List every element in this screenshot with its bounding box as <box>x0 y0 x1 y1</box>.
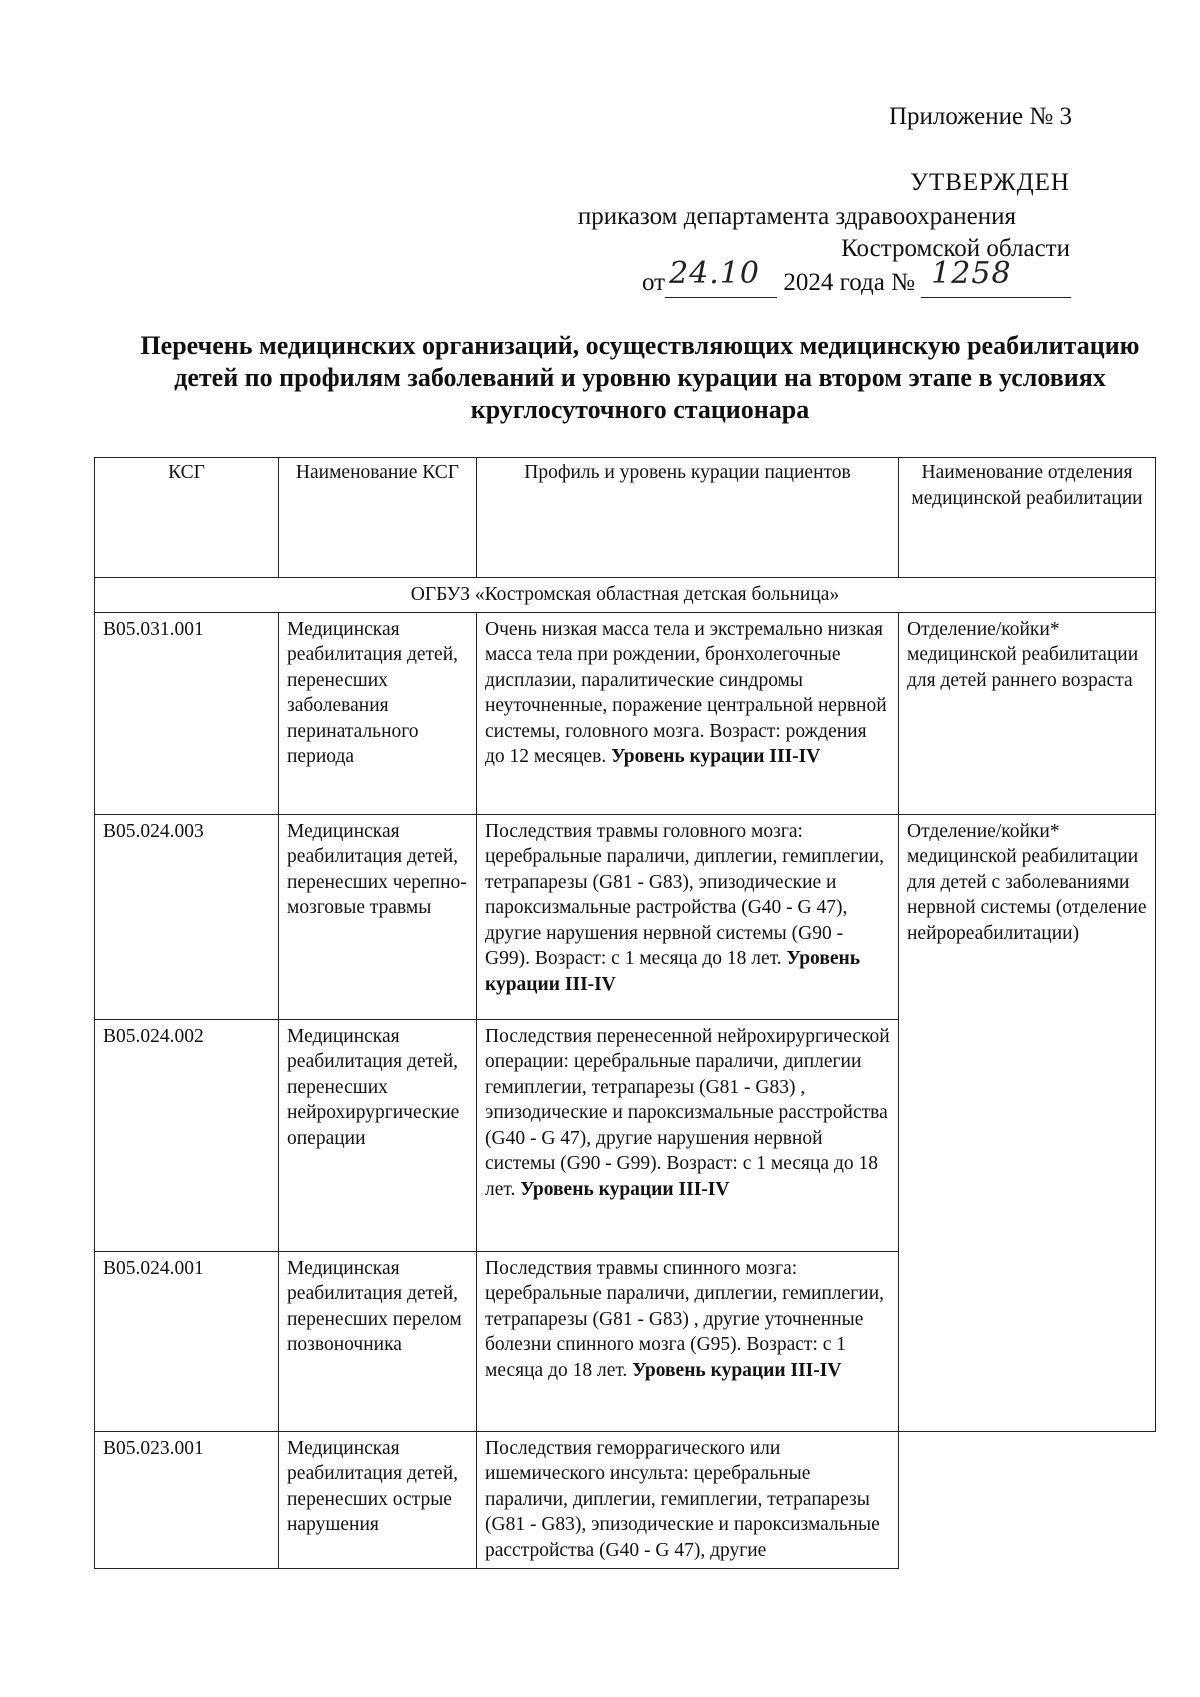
organization-name: ОГБУЗ «Костромская областная детская больница» <box>95 578 1156 613</box>
appendix-label: Приложение № 3 <box>888 103 1072 130</box>
column-header-ksg: КСГ <box>95 458 279 578</box>
order-line-2: Костромской области <box>841 235 1070 262</box>
profile-text: Последствия перенесенной нейрохирургической операции: церебральные параличи, диплегии гемиплегии, тетрапарезы (G81 - G83) , эпизодические и пароксизмальные расстройства (G40 - G 47), другие нарушения нервной системы (G90 - G99). Возраст: с 1 месяца до 18 лет. <box>485 1025 890 1200</box>
column-header-profile: Профиль и уровень курации пациентов <box>477 458 899 578</box>
ksg-code: B05.024.003 <box>95 814 279 1019</box>
curation-level: Уровень курации III-IV <box>485 948 861 995</box>
date-year: 2024 года <box>783 269 885 296</box>
ksg-name: Медицинская реабилитация детей, перенесших заболевания перинатального периода <box>279 612 477 814</box>
department-name-empty <box>899 1431 1156 1568</box>
ksg-name: Медицинская реабилитация детей, перенесших перелом позвоночника <box>279 1251 477 1431</box>
department-name: Отделение/койки* медицинской реабилитации для детей с заболеваниями нервной системы (отделение нейрореабилитации) <box>899 814 1156 1431</box>
column-header-department: Наименование отделения медицинской реабилитации <box>899 458 1156 578</box>
profile-text: Последствия геморрагического или ишемического инсульта: церебральные параличи, диплегии, гемиплегии, тетрапарезы (G81 - G83), эпизодические и пароксизмальные расстройства (G40 - G 47), другие <box>485 1437 880 1561</box>
date-field <box>665 256 777 298</box>
profile-cell <box>477 612 899 814</box>
profile-cell <box>477 1019 899 1251</box>
ksg-code: B05.024.001 <box>95 1251 279 1431</box>
column-header-ksg-name: Наименование КСГ <box>279 458 477 578</box>
ksg-code-text: B05.023.001 <box>103 1437 204 1459</box>
ksg-code <box>95 1431 279 1568</box>
profile-text: Очень низкая масса тела и экстремально низкая масса тела при рождении, бронхолегочные дисплазии, паралитические синдромы неуточненные, поражение центральной нервной системы, головного мозга. Возраст: рождения до 12 месяцев. <box>485 618 887 767</box>
ksg-name: Медицинская реабилитация детей, перенесших нейрохирургические операции <box>279 1019 477 1251</box>
organizations-table <box>94 457 1156 1569</box>
profile-text: Последствия травмы головного мозга: церебральные параличи, диплегии, гемиплегии, тетрапарезы (G81 - G83), эпизодические и пароксизмальные растройства (G40 - G 47), другие нарушения нервной системы (G90 - G99). Возраст: с 1 месяца до 18 лет. <box>485 820 885 969</box>
date-prefix: от <box>642 269 666 296</box>
handwritten-number: 1258 <box>931 256 1012 291</box>
document-title: Перечень медицинских организаций, осуществляющих медицинскую реабилитацию детей по профилям заболеваний и уровню курации на втором этапе в условиях круглосуточного стационара <box>140 331 1140 424</box>
profile-cell <box>477 814 899 1019</box>
ksg-name-text: Медицинская реабилитация детей, перенесших острые нарушения <box>287 1437 459 1535</box>
table-header-row <box>95 458 1156 578</box>
profile-cell <box>477 1431 899 1568</box>
department-name: Отделение/койки* медицинской реабилитации для детей раннего возраста <box>899 612 1156 814</box>
ksg-code: B05.024.002 <box>95 1019 279 1251</box>
order-line-1: приказом департамента здравоохранения <box>577 203 1016 230</box>
table-row <box>95 1431 1156 1568</box>
order-date-line <box>642 256 1071 298</box>
profile-text: Последствия травмы спинного мозга: церебральные параличи, диплегии, гемиплегии, тетрапарезы (G81 - G83) , другие уточненные болезни спинного мозга (G95). Возраст: с 1 месяца до 18 лет. <box>485 1257 885 1381</box>
profile-cell <box>477 1251 899 1431</box>
curation-level: Уровень курации III-IV <box>632 1359 842 1381</box>
table-row <box>95 814 1156 1019</box>
handwritten-date: 24.10 <box>669 256 760 291</box>
number-label: № <box>891 269 915 296</box>
number-field <box>921 256 1071 298</box>
organization-row <box>95 578 1156 613</box>
ksg-name: Медицинская реабилитация детей, перенесших черепно-мозговые травмы <box>279 814 477 1019</box>
approved-stamp-text: УТВЕРЖДЕН <box>910 169 1070 196</box>
ksg-code: B05.031.001 <box>95 612 279 814</box>
table-row <box>95 612 1156 814</box>
ksg-name <box>279 1431 477 1568</box>
curation-level: Уровень курации III-IV <box>611 746 821 767</box>
curation-level: Уровень курации III-IV <box>520 1178 730 1200</box>
